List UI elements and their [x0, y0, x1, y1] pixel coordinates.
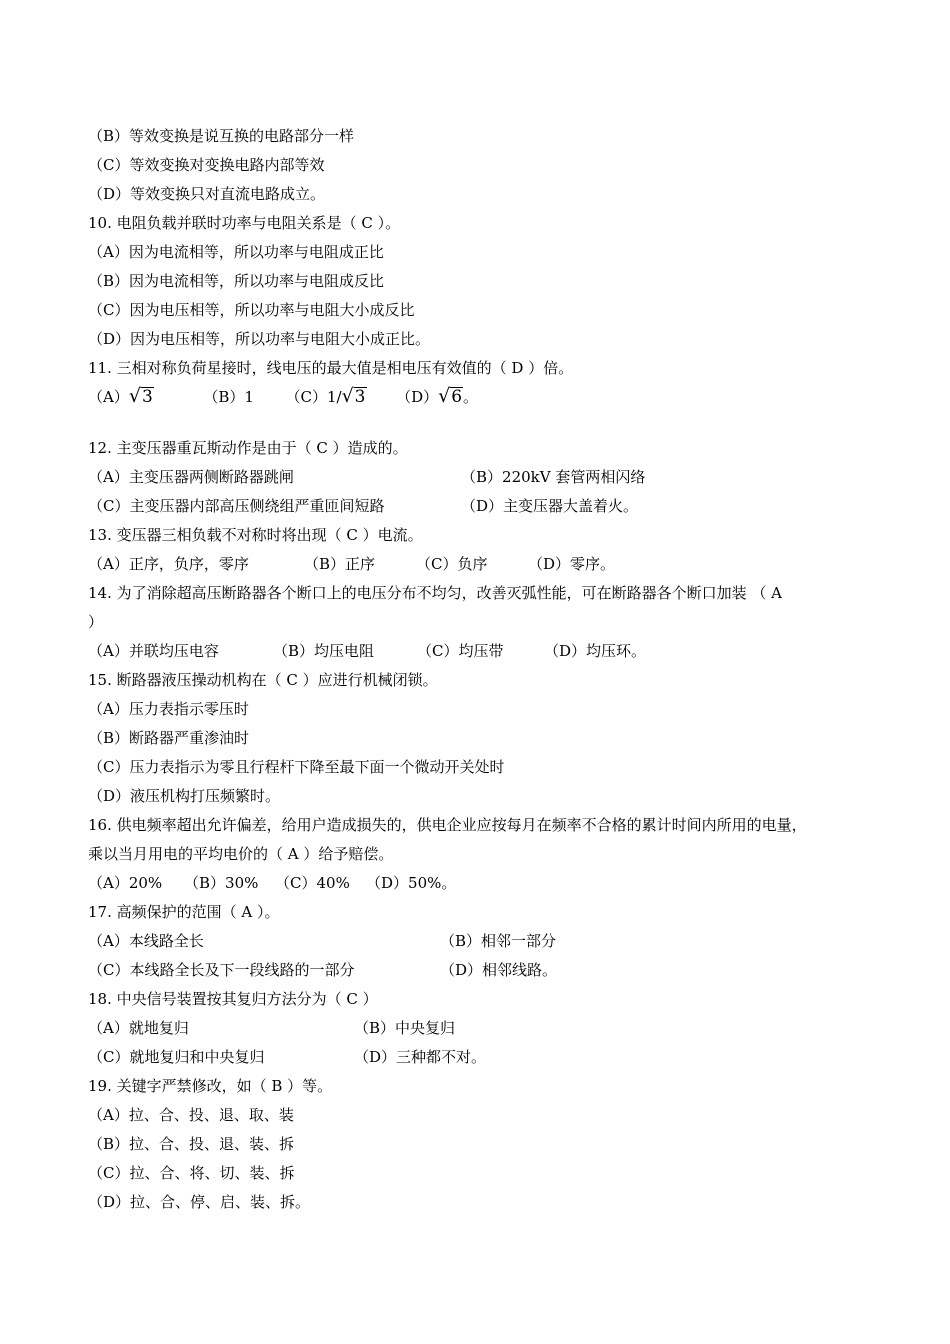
q17-options-row1 — [88, 927, 888, 956]
sqrt-6-formula: √6 — [438, 385, 463, 407]
q11-options — [88, 383, 888, 414]
q19-option-d: （D）拉、合、停、启、装、拆。 — [88, 1193, 311, 1211]
q11-option-d: （D）√6。 — [396, 383, 478, 412]
sqrt-3-formula: √3 — [341, 385, 366, 407]
q15-option-c: （C）压力表指示为零且行程杆下降至最下面一个微动开关处时 — [88, 758, 505, 776]
q17-options-row2 — [88, 956, 888, 985]
q17-option-b: （B）相邻一部分 — [440, 932, 557, 950]
q10-option-c: （C）因为电压相等，所以功率与电阻大小成反比 — [88, 301, 415, 319]
q14-option-d: （D）均压环。 — [544, 642, 647, 660]
q11-stem: 11. 三相对称负荷星接时，线电压的最大值是相电压有效值的（ D ）倍。 — [88, 359, 574, 377]
q10-option-b: （B）因为电流相等，所以功率与电阻成反比 — [88, 272, 385, 290]
q18-options-row1 — [88, 1014, 888, 1043]
q16-stem-cont: 乘以当月用电的平均电价的（ A ）给予赔偿。 — [88, 845, 394, 863]
q16-option-d: （D）50%。 — [366, 874, 457, 892]
q15-option-d: （D）液压机构打压频繁时。 — [88, 787, 281, 805]
q11-option-c: （C）1/√3 — [285, 383, 366, 412]
q16-stem: 16. 供电频率超出允许偏差，给用户造成损失的，供电企业应按每月在频率不合格的累计时间内所用的电量， — [88, 816, 807, 834]
q13-options — [88, 550, 888, 579]
q11-option-a: （A）√3 — [88, 383, 154, 412]
q12-stem: 12. 主变压器重瓦斯动作是由于（ C ）造成的。 — [88, 439, 408, 457]
q9-option-b: （B）等效变换是说互换的电路部分一样 — [88, 127, 355, 145]
q16-option-c: （C）40% — [275, 874, 350, 892]
q14-stem-cont: ） — [88, 613, 104, 631]
q10-option-d: （D）因为电压相等，所以功率与电阻大小成正比。 — [88, 330, 431, 348]
q19-option-c: （C）拉、合、将、切、装、拆 — [88, 1164, 295, 1182]
q14-option-b: （B）均压电阻 — [273, 642, 375, 660]
q12-options-row2 — [88, 492, 888, 521]
q10-stem: 10. 电阻负载并联时功率与电阻关系是（ C ）。 — [88, 214, 401, 232]
q9-option-d: （D）等效变换只对直流电路成立。 — [88, 185, 326, 203]
q18-option-c: （C）就地复归和中央复归 — [88, 1048, 265, 1066]
q15-option-a: （A）压力表指示零压时 — [88, 700, 249, 718]
q13-option-b: （B）正序 — [304, 555, 376, 573]
q17-option-a: （A）本线路全长 — [88, 932, 204, 950]
q11-option-b: （B）1 — [203, 388, 254, 406]
q14-option-c: （C）均压带 — [417, 642, 504, 660]
q10-option-a: （A）因为电流相等，所以功率与电阻成正比 — [88, 243, 384, 261]
q14-option-a: （A）并联均压电容 — [88, 642, 219, 660]
q14-stem: 14. 为了消除超高压断路器各个断口上的电压分布不均匀，改善灭弧性能，可在断路器各个断口加装 （ A — [88, 584, 782, 602]
q12-option-c: （C）主变压器内部高压侧绕组严重匝间短路 — [88, 497, 385, 515]
q18-stem: 18. 中央信号装置按其复归方法分为（ C ） — [88, 990, 378, 1008]
q15-stem: 15. 断路器液压操动机构在（ C ）应进行机械闭锁。 — [88, 671, 438, 689]
q19-option-b: （B）拉、合、投、退、装、拆 — [88, 1135, 295, 1153]
q18-option-b: （B）中央复归 — [354, 1019, 456, 1037]
q16-options — [88, 869, 888, 898]
q16-option-a: （A）20% — [88, 874, 163, 892]
q19-option-a: （A）拉、合、投、退、取、装 — [88, 1106, 294, 1124]
q9-option-c: （C）等效变换对变换电路内部等效 — [88, 156, 325, 174]
q17-stem: 17. 高频保护的范围（ A ）。 — [88, 903, 280, 921]
q17-option-d: （D）相邻线路。 — [440, 961, 558, 979]
sqrt-3-formula: √3 — [128, 385, 153, 407]
q13-stem: 13. 变压器三相负载不对称时将出现（ C ）电流。 — [88, 526, 423, 544]
q12-option-a: （A）主变压器两侧断路器跳闸 — [88, 468, 294, 486]
q18-option-d: （D）三种都不对。 — [354, 1048, 487, 1066]
q12-option-b: （B）220kV 套管两相闪络 — [461, 468, 646, 486]
q13-option-a: （A）正序，负序，零序 — [88, 555, 249, 573]
q12-options-row1 — [88, 463, 888, 492]
q18-option-a: （A）就地复归 — [88, 1019, 189, 1037]
document-page — [88, 122, 888, 1217]
q17-option-c: （C）本线路全长及下一段线路的一部分 — [88, 961, 355, 979]
q19-stem: 19. 关键字严禁修改，如（ B ）等。 — [88, 1077, 333, 1095]
q18-options-row2 — [88, 1043, 888, 1072]
q15-option-b: （B）断路器严重渗油时 — [88, 729, 250, 747]
q13-option-d: （D）零序。 — [528, 555, 616, 573]
q12-option-d: （D）主变压器大盖着火。 — [461, 497, 639, 515]
q13-option-c: （C）负序 — [416, 555, 488, 573]
q14-options — [88, 637, 888, 666]
q16-option-b: （B）30% — [184, 874, 259, 892]
